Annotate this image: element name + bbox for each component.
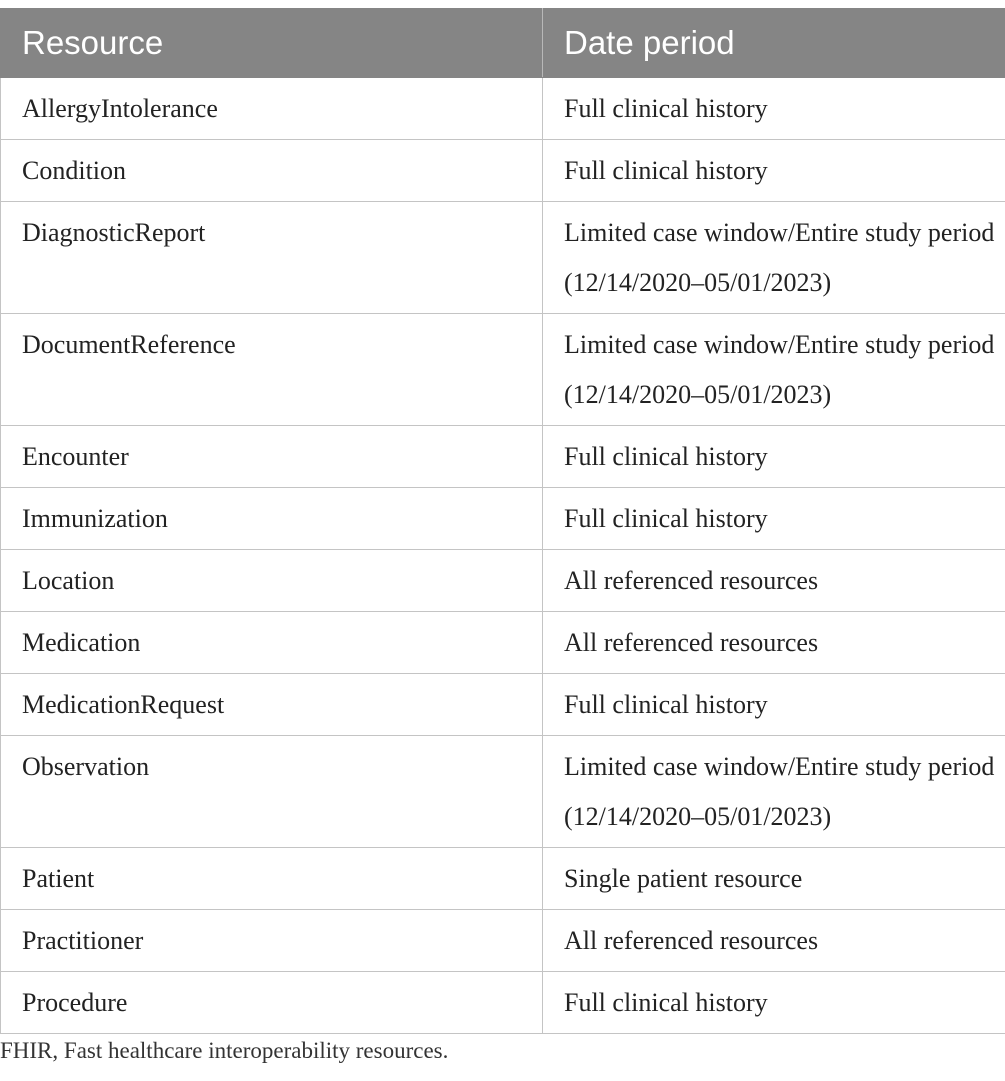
resource-cell: Patient	[1, 848, 543, 910]
date-period-cell: Limited case window/Entire study period (12/14/2020–05/01/2023)	[543, 736, 1005, 848]
header-resource: Resource	[1, 9, 543, 78]
resource-cell: Location	[1, 550, 543, 612]
table-row	[1, 972, 1005, 1034]
table-row	[1, 426, 1005, 488]
table-row	[1, 140, 1005, 202]
resource-cell: Procedure	[1, 972, 543, 1034]
header-date-period: Date period	[543, 9, 1005, 78]
table-row	[1, 674, 1005, 736]
date-period-cell: Single patient resource	[543, 848, 1005, 910]
resource-cell: Immunization	[1, 488, 543, 550]
table-row	[1, 612, 1005, 674]
date-period-cell: All referenced resources	[543, 612, 1005, 674]
date-period-cell: Full clinical history	[543, 78, 1005, 140]
table-row	[1, 550, 1005, 612]
resource-cell: Medication	[1, 612, 543, 674]
table-footnote: FHIR, Fast healthcare interoperability resources.	[0, 1038, 449, 1063]
table-row	[1, 736, 1005, 848]
date-period-cell: Full clinical history	[543, 426, 1005, 488]
resource-cell: DiagnosticReport	[1, 202, 543, 314]
table-row	[1, 78, 1005, 140]
table-header	[1, 9, 1005, 78]
date-period-cell: Full clinical history	[543, 488, 1005, 550]
date-period-cell: Full clinical history	[543, 674, 1005, 736]
date-period-cell: Full clinical history	[543, 972, 1005, 1034]
resource-cell: Observation	[1, 736, 543, 848]
table-row	[1, 314, 1005, 426]
resource-cell: Condition	[1, 140, 543, 202]
resource-cell: Practitioner	[1, 910, 543, 972]
header-row	[1, 9, 1005, 78]
resource-cell: MedicationRequest	[1, 674, 543, 736]
date-period-cell: Limited case window/Entire study period (12/14/2020–05/01/2023)	[543, 202, 1005, 314]
table-row	[1, 848, 1005, 910]
table-row	[1, 910, 1005, 972]
table-row	[1, 202, 1005, 314]
resource-cell: DocumentReference	[1, 314, 543, 426]
table-body	[1, 78, 1005, 1034]
date-period-cell: Limited case window/Entire study period (12/14/2020–05/01/2023)	[543, 314, 1005, 426]
resource-cell: Encounter	[1, 426, 543, 488]
resource-cell: AllergyIntolerance	[1, 78, 543, 140]
date-period-cell: Full clinical history	[543, 140, 1005, 202]
date-period-cell: All referenced resources	[543, 910, 1005, 972]
date-period-cell: All referenced resources	[543, 550, 1005, 612]
table-row	[1, 488, 1005, 550]
resource-table	[0, 8, 1005, 1034]
